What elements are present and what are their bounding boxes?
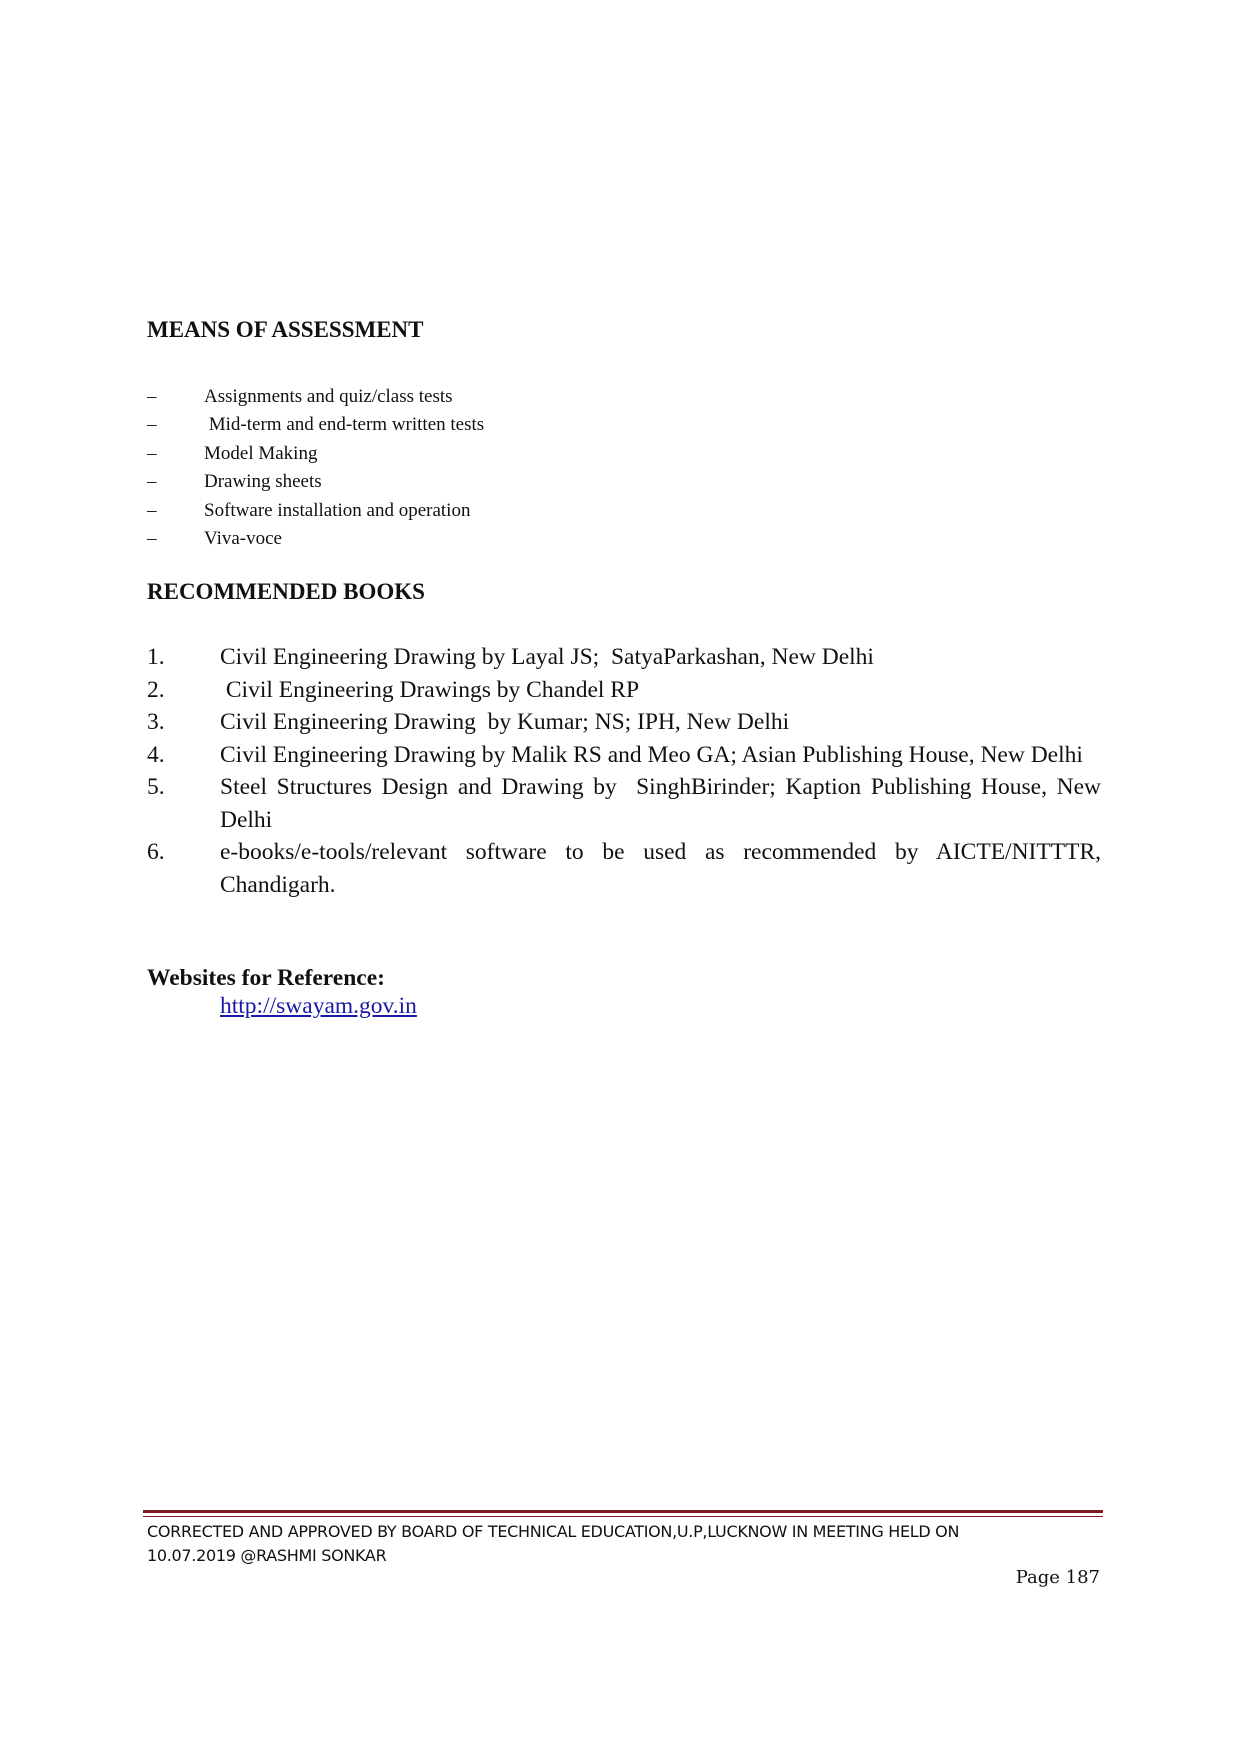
list-item [147,525,747,553]
book-text: e-books/e-tools/relevant software to be used as recommended by AICTE/NITTTR, Chandigarh. [220,839,1107,898]
assessment-list [147,383,747,553]
book-number: 4. [147,741,165,768]
list-item-text: Software installation and operation [204,499,471,521]
list-item-text: Viva-voce [204,527,282,549]
book-item [147,739,1101,772]
websites-for-reference-heading: Websites for Reference: [147,965,385,991]
dash-marker: – [147,386,157,407]
list-item [147,411,747,439]
book-text: Civil Engineering Drawing by Kumar; NS; IPH, New Delhi [220,709,790,735]
list-item [147,468,747,496]
book-number: 1. [147,644,165,670]
list-item [147,440,747,468]
book-text: Civil Engineering Drawings by Chandel RP [220,676,640,703]
list-item [147,497,747,525]
book-text: Steel Structures Design and Drawing by SinghBirinder; Kaption Publishing House, New Delhi [220,774,1107,833]
swayam-link[interactable]: http://swayam.gov.in [220,993,417,1019]
footer-divider-thin [143,1516,1103,1517]
book-item [147,641,1101,674]
book-item [147,706,1101,739]
book-number: 3. [147,709,165,735]
book-item [147,836,1107,901]
list-item-text: Mid-term and end-term written tests [204,414,485,436]
footer-line: 10.07.2019 @RASHMI SONKAR [147,1546,387,1565]
book-item [147,771,1107,836]
list-item-text: Drawing sheets [204,471,322,493]
dash-marker: – [147,527,157,549]
book-number: 6. [147,839,165,865]
footer-note [147,1520,1107,1568]
book-number: 2. [147,676,165,703]
means-of-assessment-heading: MEANS OF ASSESSMENT [147,317,424,342]
list-item-text: Assignments and quiz/class tests [204,386,453,407]
dash-marker: – [147,499,157,521]
footer-line: CORRECTED AND APPROVED BY BOARD OF TECHNICAL EDUCATION,U.P,LUCKNOW IN MEETING HELD ON [147,1522,960,1541]
book-text: Civil Engineering Drawing by Layal JS; SatyaParkashan, New Delhi [220,644,874,670]
dash-marker: – [147,471,157,493]
dash-marker: – [147,442,157,464]
footer-divider [143,1510,1103,1513]
recommended-books-list [147,641,1107,901]
book-item [147,674,1101,707]
recommended-books-heading: RECOMMENDED BOOKS [147,579,425,604]
dash-marker: – [147,414,157,436]
list-item-text: Model Making [204,442,318,464]
book-text: Civil Engineering Drawing by Malik RS and Meo GA; Asian Publishing House, New Delhi [220,741,1083,768]
list-item [147,383,747,411]
page-number: Page 187 [1015,1567,1100,1588]
book-number: 5. [147,774,165,800]
